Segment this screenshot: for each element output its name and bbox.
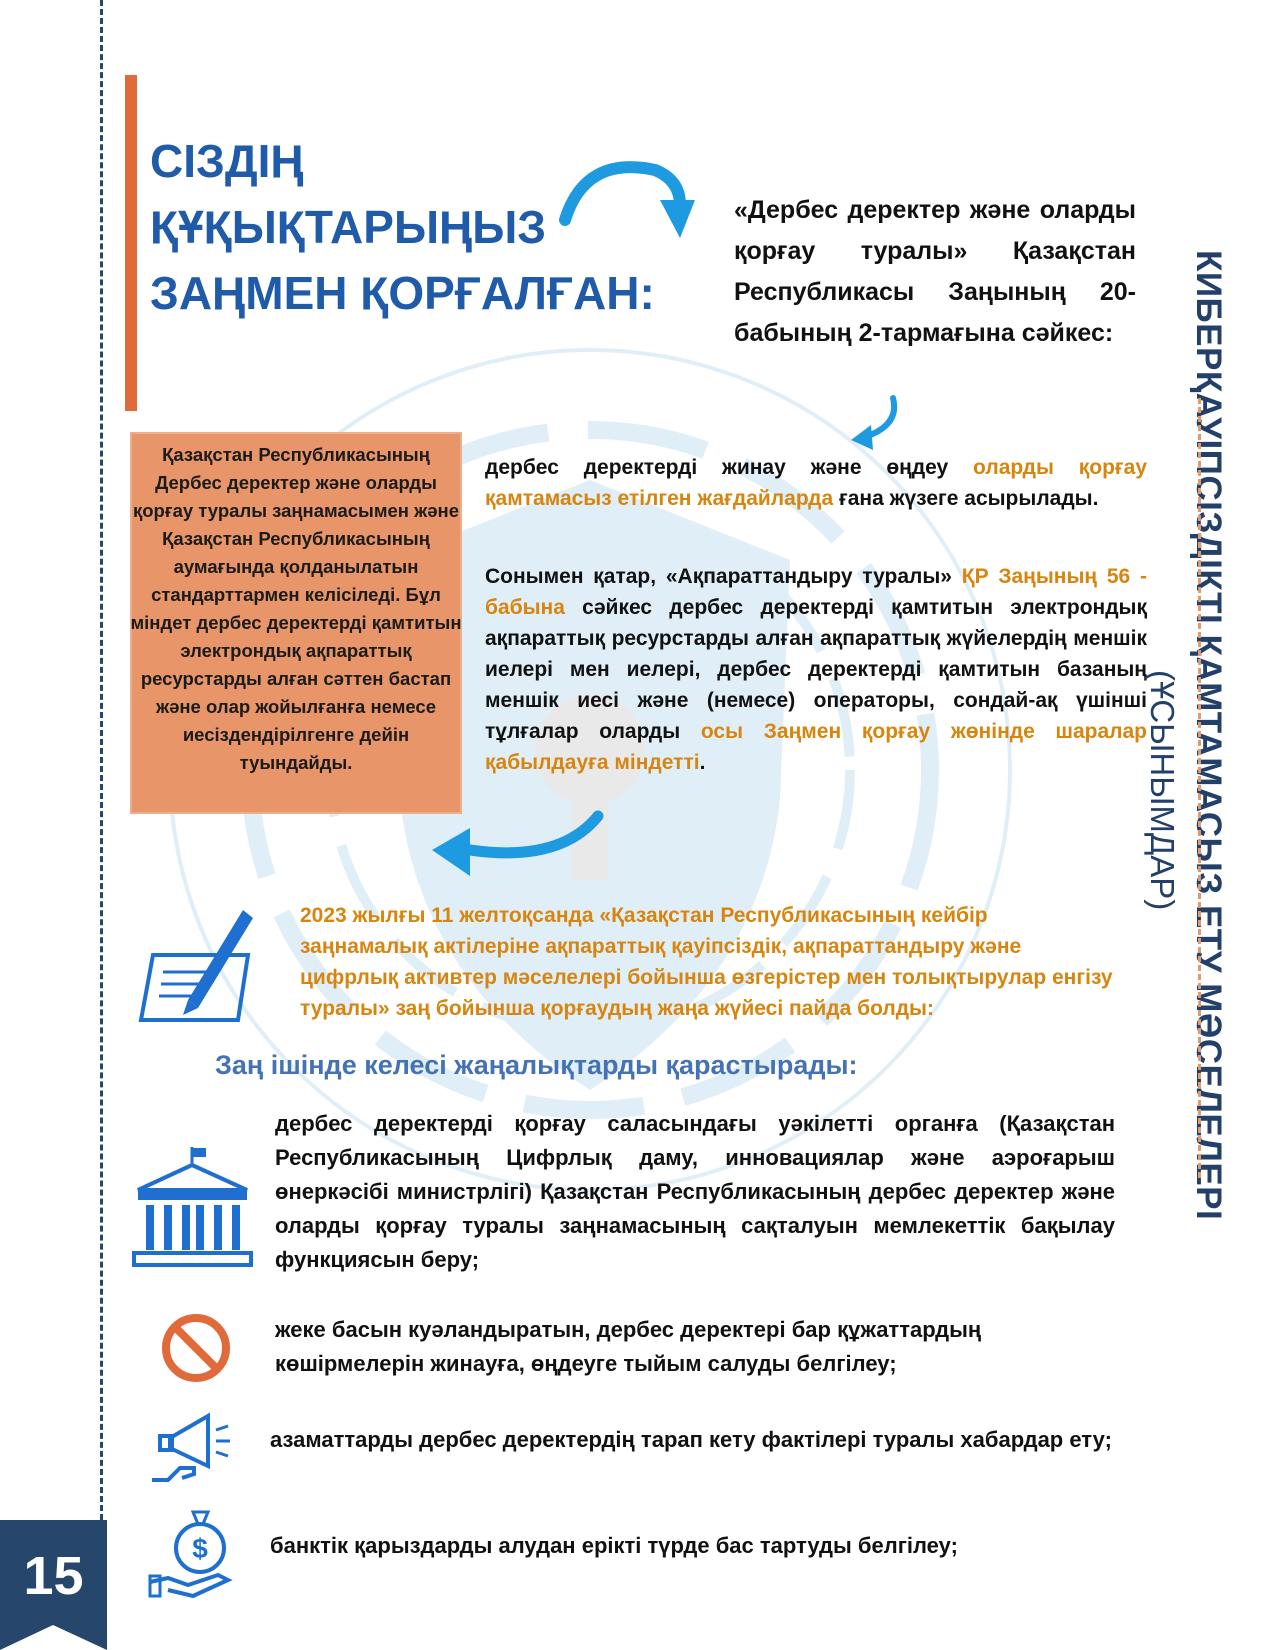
document-pen-icon (133, 900, 253, 1025)
para2-highlight2: осы Заңмен қорғау жөнінде шаралар қабылдауға міндетті (485, 720, 1147, 774)
legal-reference: «Дербес деректер және оларды қорғау туралы» Қазақстан Республикасы Заңының 20-бабының 2-тармағына сәйкес: (734, 196, 1136, 347)
margin-dashed-line (100, 0, 103, 1520)
para2-part2: сәйкес дербес деректерді қамтитын электрондық ақпараттық ресурстарды алған ақпараттық жүйелердің меншік иелері мен иелері, дербес деректерді қамтитын базаның меншік иесі және (немесе) операторы, сондай-ақ үшінші тұлғалар оларды (485, 596, 1147, 743)
megaphone-icon (150, 1408, 235, 1490)
law-2023-text: 2023 жылғы 11 желтоқсанда «Қазақстан Республикасының кейбір заңнамалық актілеріне ақпараттық қауіпсіздік, ақпараттандыру және цифрлық активтер мәселелері бойынша өзгерістер мен толықтырулар енгізу туралы» заң бойынша қорғаудың жаңа жүйесі пайда болды: (300, 904, 1113, 1020)
paragraph-owner-obligations (485, 561, 1147, 778)
money-bag-hand-icon (148, 1510, 233, 1600)
down-arrow-icon (845, 395, 905, 455)
title-line-3: ЗАҢМЕН ҚОРҒАЛҒАН: (150, 267, 655, 319)
curved-arrow-left-icon (430, 808, 605, 880)
para2-part1: Сонымен қатар, «Ақпараттандыру туралы» (485, 565, 962, 588)
innovation-item-4: банктік қарыздарды алудан ерікті түрде бас тартуды белгілеу; (270, 1533, 958, 1558)
para2-highlight1: ҚР Заңының 56 - бабына (485, 565, 1147, 619)
svg-text:$: $ (192, 1533, 208, 1564)
orange-box-text: Қазақстан Республикасының Дербес деректер және оларды қорғау туралы заңнамасымен және Қазақстан Республикасының аумағында қолданылатын стандарттармен келісіледі. Бұл міндет дербес деректерді қамтитын электрондық ақпараттық ресурстарды алған сәттен бастап және олар жойылғанға немесе иесіздендірілгенге дейін туындайды. (130, 444, 462, 773)
para2-part3: . (699, 751, 706, 774)
innovation-item-1: дербес деректерді қорғау саласындағы уәкілетті органға (Қазақстан Республикасының Цифрлық даму, инновациялар және аэроғарыш өнеркәсібі министрлігі) Қазақстан Республикасының дербес деректер және оларды қорғау туралы заңнамасының сақталуын мемлекеттік бақылау функциясын беру; (275, 1111, 1115, 1272)
innovation-item-2: жеке басын куәландыратын, дербес деректері бар құжаттардың көшірмелерін жинауға, өңдеуге тыйым салуды белгілеу; (275, 1317, 982, 1376)
prohibition-icon (160, 1312, 232, 1384)
curved-arrow-icon (555, 150, 695, 250)
side-section-title (1138, 250, 1238, 1400)
title-line-2: ҚҰҚЫҚТАРЫҢЫЗ (150, 201, 547, 253)
para1-part2: ғана жүзеге асырылады. (833, 487, 1099, 510)
side-dashed-line (1198, 398, 1201, 1178)
page-number: 15 (23, 1546, 84, 1606)
innovations-subheading: Заң ішінде келесі жаңалықтарды қарастырады: (215, 1050, 858, 1080)
side-title-sub: (ҰСЫНЫМДАР) (1144, 670, 1181, 911)
side-title-main: КИБЕРҚАУІПСІЗДІКТІ ҚАМТАМАСЫЗ ЕТУ МӘСЕЛЕЛЕРІ (1189, 250, 1228, 1221)
title-line-1: СІЗДІҢ (150, 135, 304, 187)
government-building-icon (130, 1145, 255, 1270)
paragraph-data-collection (485, 452, 1147, 514)
title-accent-bar (125, 75, 137, 411)
innovation-item-3: азаматтарды дербес деректердің тарап кету фактілері туралы хабардар ету; (270, 1427, 1112, 1452)
para1-highlight: оларды қорғау қамтамасыз етілген жағдайларда (485, 456, 1148, 510)
para1-part1: дербес деректерді жинау және өңдеу (485, 456, 974, 479)
